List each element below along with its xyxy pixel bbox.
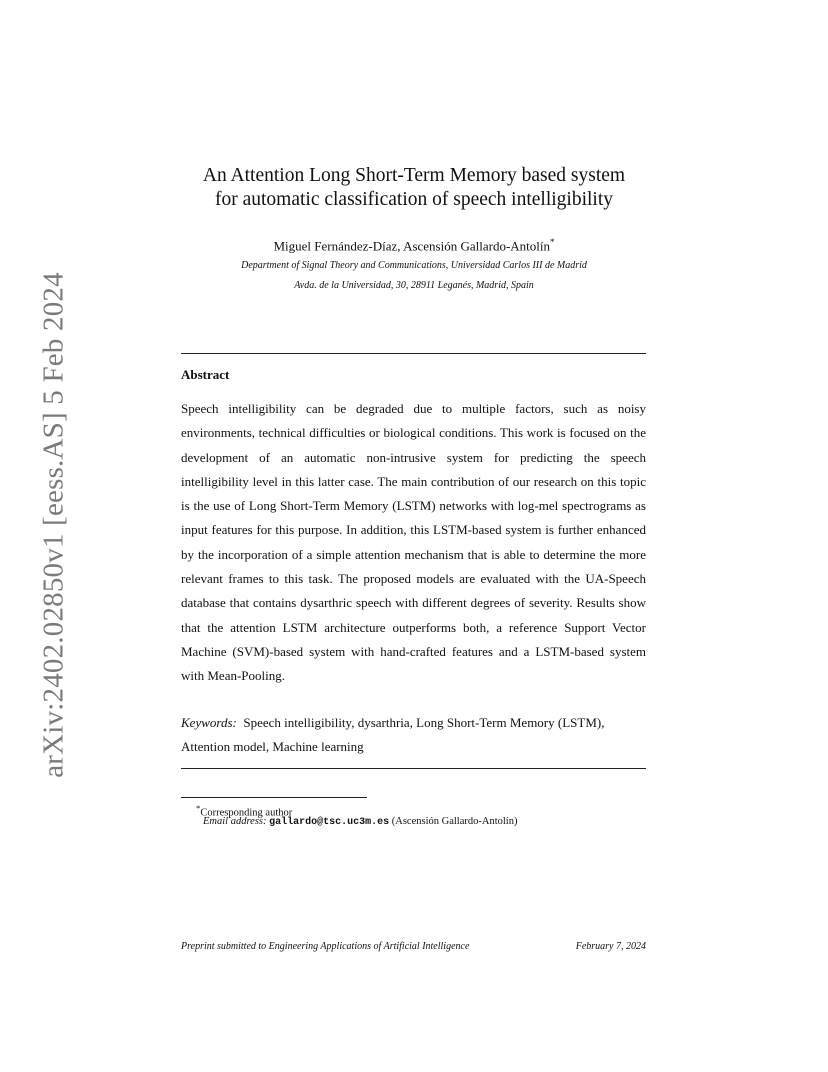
footnote-rule [181,797,367,798]
corresponding-author-mark: * [550,237,555,247]
footnote-email [203,815,517,830]
footnote-email-address[interactable]: gallardo@tsc.uc3m.es [269,817,390,828]
title-line-2: for automatic classification of speech intelligibility [214,189,613,210]
keywords [181,711,646,760]
footnote-corresponding-text: Corresponding author [200,807,293,819]
title-line-1: An Attention Long Short-Term Memory based system [202,165,626,186]
preprint-note: Preprint submitted to Engineering Applications of Artificial Intelligence [181,941,470,952]
keywords-label: Keywords: [181,715,237,730]
abstract-top-rule [181,353,646,354]
abstract-body: Speech intelligibility can be degraded due to multiple factors, such as noisy environments, technical difficulties or biological conditions. This work is focused on the development of an automatic non-intrusive system for predicting the speech intelligibility level in this latter case. The main contribution of our research on this topic is the use of Long Short-Term Memory (LSTM) networks with log-mel spectrograms as input features for this purpose. In addition, this LSTM-based system is further enhanced by the incorporation of a simple attention mechanism that is able to determine the more relevant frames to this task. The proposed models are evaluated with the UA-Speech database that contains dysarthric speech with different degrees of severity. Results show that the attention LSTM architecture outperforms both, a reference Support Vector Machine (SVM)-based system with hand-crafted features and a LSTM-based system with Mean-Pooling. [181,401,646,684]
author-names: Miguel Fernández-Díaz, Ascensión Gallardo-Antolín [273,238,551,254]
paper-title [170,164,658,212]
arxiv-identifier: arXiv:2402.02850v1 [eess.AS] 5 Feb 2024 [37,272,70,778]
footnote-mark: * [196,803,201,813]
author-list [170,234,658,254]
abstract-bottom-rule [181,768,646,769]
affiliation-address: Avda. de la Universidad, 30, 28911 Leganés, Madrid, Spain [294,280,534,291]
footnote-email-owner: (Ascensión Gallardo-Antolín) [391,816,518,827]
preprint-date: February 7, 2024 [575,941,646,952]
keywords-list: Speech intelligibility, dysarthria, Long Short-Term Memory (LSTM), Attention model, Machine learning [181,715,605,755]
abstract-heading: Abstract [181,367,230,382]
footnote-email-label: Email address: [203,816,267,827]
affiliation-department: Department of Signal Theory and Communications, Universidad Carlos III de Madrid [241,260,587,271]
